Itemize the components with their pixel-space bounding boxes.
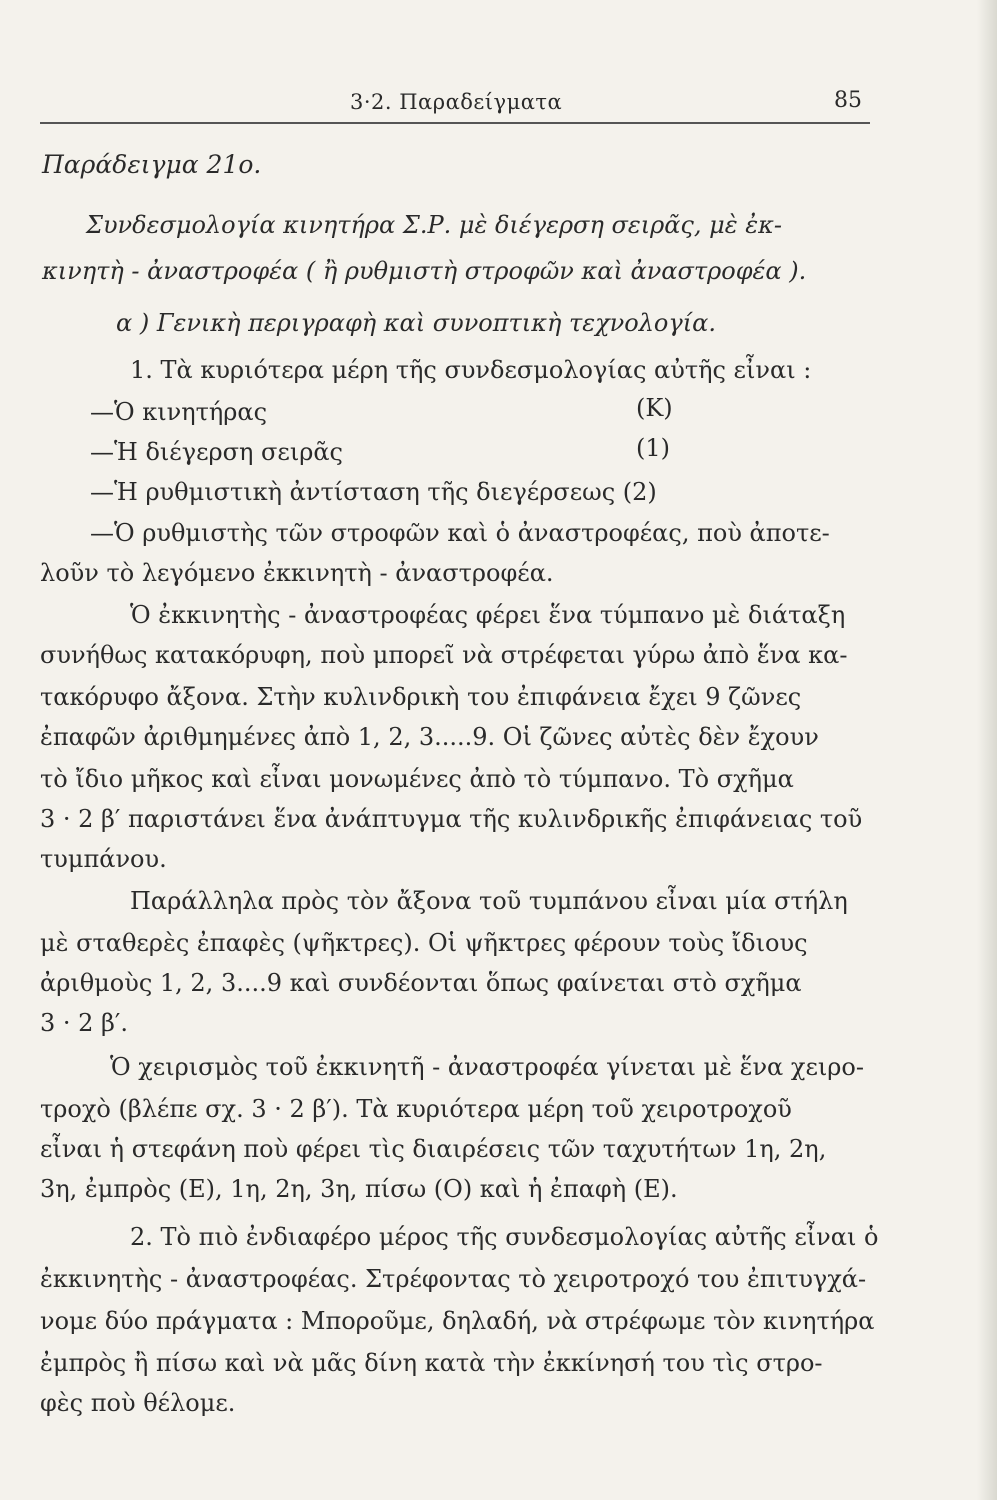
paragraph-line: 3η, ἐμπρὸς (Ε), 1η, 2η, 3η, πίσω (Ο) καὶ ἡ ἐπαφὴ (Ε).: [40, 1175, 678, 1203]
example-title: Παράδειγμα 21ο.: [42, 150, 262, 179]
intro-line: 1. Τὰ κυριότερα μέρη τῆς συνδεσμολογίας αὐτῆς εἶναι :: [130, 356, 812, 384]
page-edge-shadow: [977, 0, 997, 1500]
paragraph-line: μὲ σταθερὲς ἐπαφὲς (ψῆκτρες). Οἱ ψῆκτρες φέρουν τοὺς ἴδιους: [40, 929, 808, 957]
paragraph-line: ἀριθμοὺς 1, 2, 3....9 καὶ συνδέονται ὅπως φαίνεται στὸ σχῆμα: [40, 969, 802, 997]
paragraph-line: φὲς ποὺ θέλομε.: [40, 1389, 236, 1417]
part-tag: (1): [636, 434, 670, 462]
paragraph-line: ἐπαφῶν ἀριθμημένες ἀπὸ 1, 2, 3.....9. Οἱ ζῶνες αὐτὲς δὲν ἔχουν: [40, 723, 819, 751]
paragraph-line: νομε δύο πράγματα : Μποροῦμε, δηλαδή, νὰ στρέφωμε τὸν κινητήρα: [40, 1307, 875, 1335]
paragraph-line: Παράλληλα πρὸς τὸν ἄξονα τοῦ τυμπάνου εἶναι μία στήλη: [130, 887, 848, 915]
paragraph-line: συνήθως κατακόρυφη, ποὺ μπορεῖ νὰ στρέφεται γύρω ἀπὸ ἕνα κα-: [40, 641, 848, 669]
part-item: —Ὁ κινητήρας: [90, 398, 268, 426]
paragraph-line: εἶναι ἡ στεφάνη ποὺ φέρει τὶς διαιρέσεις τῶν ταχυτήτων 1η, 2η,: [40, 1135, 827, 1163]
paragraph-line: λοῦν τὸ λεγόμενο ἐκκινητὴ - ἀναστροφέα.: [40, 559, 554, 587]
paragraph-line: 2. Τὸ πιὸ ἐνδιαφέρο μέρος τῆς συνδεσμολογίας αὐτῆς εἶναι ὁ: [130, 1223, 879, 1251]
paragraph-line: ἐμπρὸς ἢ πίσω καὶ νὰ μᾶς δίνη κατὰ τὴν ἐκκίνησή του τὶς στρο-: [40, 1349, 823, 1377]
part-tag: (Κ): [636, 394, 673, 422]
paragraph-line: τροχὸ (βλέπε σχ. 3 · 2 β′). Τὰ κυριότερα μέρη τοῦ χειροτροχοῦ: [40, 1095, 792, 1123]
paragraph-line: τὸ ἴδιο μῆκος καὶ εἶναι μονωμένες ἀπὸ τὸ τύμπανο. Τὸ σχῆμα: [40, 765, 794, 793]
paragraph-line: τακόρυφο ἄξονα. Στὴν κυλινδρικὴ του ἐπιφάνεια ἔχει 9 ζῶνες: [40, 683, 802, 711]
running-header: [40, 82, 870, 124]
paragraph-line: —Ὁ ρυθμιστὴς τῶν στροφῶν καὶ ὁ ἀναστροφέας, ποὺ ἀποτε-: [90, 519, 830, 547]
paragraph-line: ἐκκινητὴς - ἀναστροφέας. Στρέφοντας τὸ χειροτροχό του ἐπιτυγχά-: [40, 1265, 867, 1293]
paragraph-line: 3 · 2 β′.: [40, 1009, 129, 1037]
page-number: 85: [834, 88, 862, 113]
subject-line: κινητὴ - ἀναστροφέα ( ἢ ρυθμιστὴ στροφῶν καὶ ἀναστροφέα ).: [42, 257, 807, 285]
paragraph-line: 3 · 2 β′ παριστάνει ἕνα ἀνάπτυγμα τῆς κυλινδρικῆς ἐπιφάνειας τοῦ: [40, 805, 863, 833]
subheading: α ) Γενικὴ περιγραφὴ καὶ συνοπτικὴ τεχνολογία.: [116, 309, 716, 337]
paragraph-line: Ὁ χειρισμὸς τοῦ ἐκκινητῆ - ἀναστροφέα γίνεται μὲ ἕνα χειρο-: [110, 1053, 864, 1081]
paragraph-line: τυμπάνου.: [40, 845, 167, 873]
section-title: 3·2. Παραδείγματα: [350, 90, 563, 114]
part-item: —Ἡ ρυθμιστικὴ ἀντίσταση τῆς διεγέρσεως (2): [90, 478, 657, 506]
part-item: —Ἡ διέγερση σειρᾶς: [90, 438, 343, 466]
paragraph-line: Ὁ ἐκκινητὴς - ἀναστροφέας φέρει ἕνα τύμπανο μὲ διάταξη: [130, 601, 846, 629]
subject-line: Συνδεσμολογία κινητήρα Σ.Ρ. μὲ διέγερση σειρᾶς, μὲ ἐκ-: [86, 211, 782, 239]
